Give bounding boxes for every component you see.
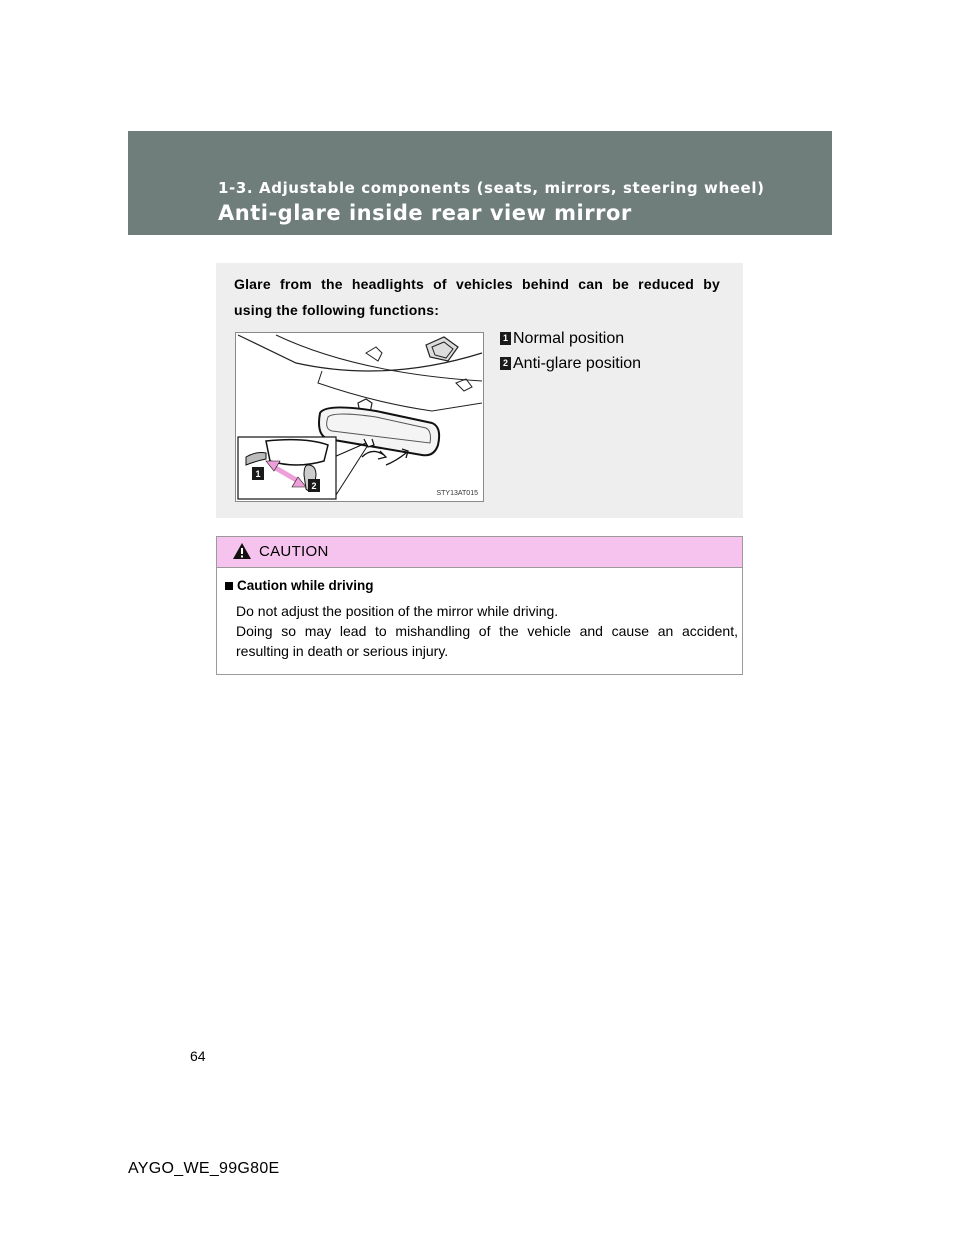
caution-subtitle bbox=[225, 578, 374, 593]
legend-item-normal bbox=[500, 326, 641, 351]
info-box bbox=[216, 263, 743, 518]
section-label: 1-3. Adjustable components (seats, mirrors, steering wheel) bbox=[218, 179, 765, 197]
legend-label: Normal position bbox=[513, 329, 625, 347]
caution-line-1: Do not adjust the position of the mirror while driving. bbox=[236, 603, 559, 619]
document-code: AYGO_WE_99G80E bbox=[128, 1160, 280, 1177]
figure-code: STY13AT015 bbox=[436, 490, 478, 497]
header-banner bbox=[128, 131, 832, 235]
caution-body bbox=[236, 601, 738, 661]
page-title: Anti-glare inside rear view mirror bbox=[218, 201, 632, 225]
intro-text-line2: using the following functions: bbox=[234, 302, 440, 318]
legend-num-badge: 2 bbox=[500, 357, 511, 370]
caution-subtitle-text: Caution while driving bbox=[237, 578, 374, 593]
mirror-illustration bbox=[235, 332, 484, 502]
legend-num-badge: 1 bbox=[500, 332, 511, 345]
square-bullet-icon bbox=[225, 582, 233, 590]
callout-1: 1 bbox=[255, 469, 261, 479]
legend bbox=[500, 326, 641, 376]
intro-text-line1: Glare from the headlights of vehicles behind can be reduced by bbox=[234, 276, 720, 292]
page-number: 64 bbox=[190, 1048, 206, 1064]
caution-title: CAUTION bbox=[259, 543, 329, 560]
caution-box bbox=[216, 536, 743, 675]
warning-icon bbox=[232, 542, 252, 560]
legend-label: Anti-glare position bbox=[513, 354, 642, 372]
caution-header bbox=[217, 537, 742, 568]
caution-line-2: Doing so may lead to mishandling of the vehicle and cause an accident, bbox=[236, 623, 738, 639]
callout-2: 2 bbox=[311, 481, 317, 491]
caution-line-3: resulting in death or serious injury. bbox=[236, 643, 449, 659]
mirror-drawing bbox=[236, 333, 483, 501]
legend-item-anti-glare bbox=[500, 351, 641, 376]
